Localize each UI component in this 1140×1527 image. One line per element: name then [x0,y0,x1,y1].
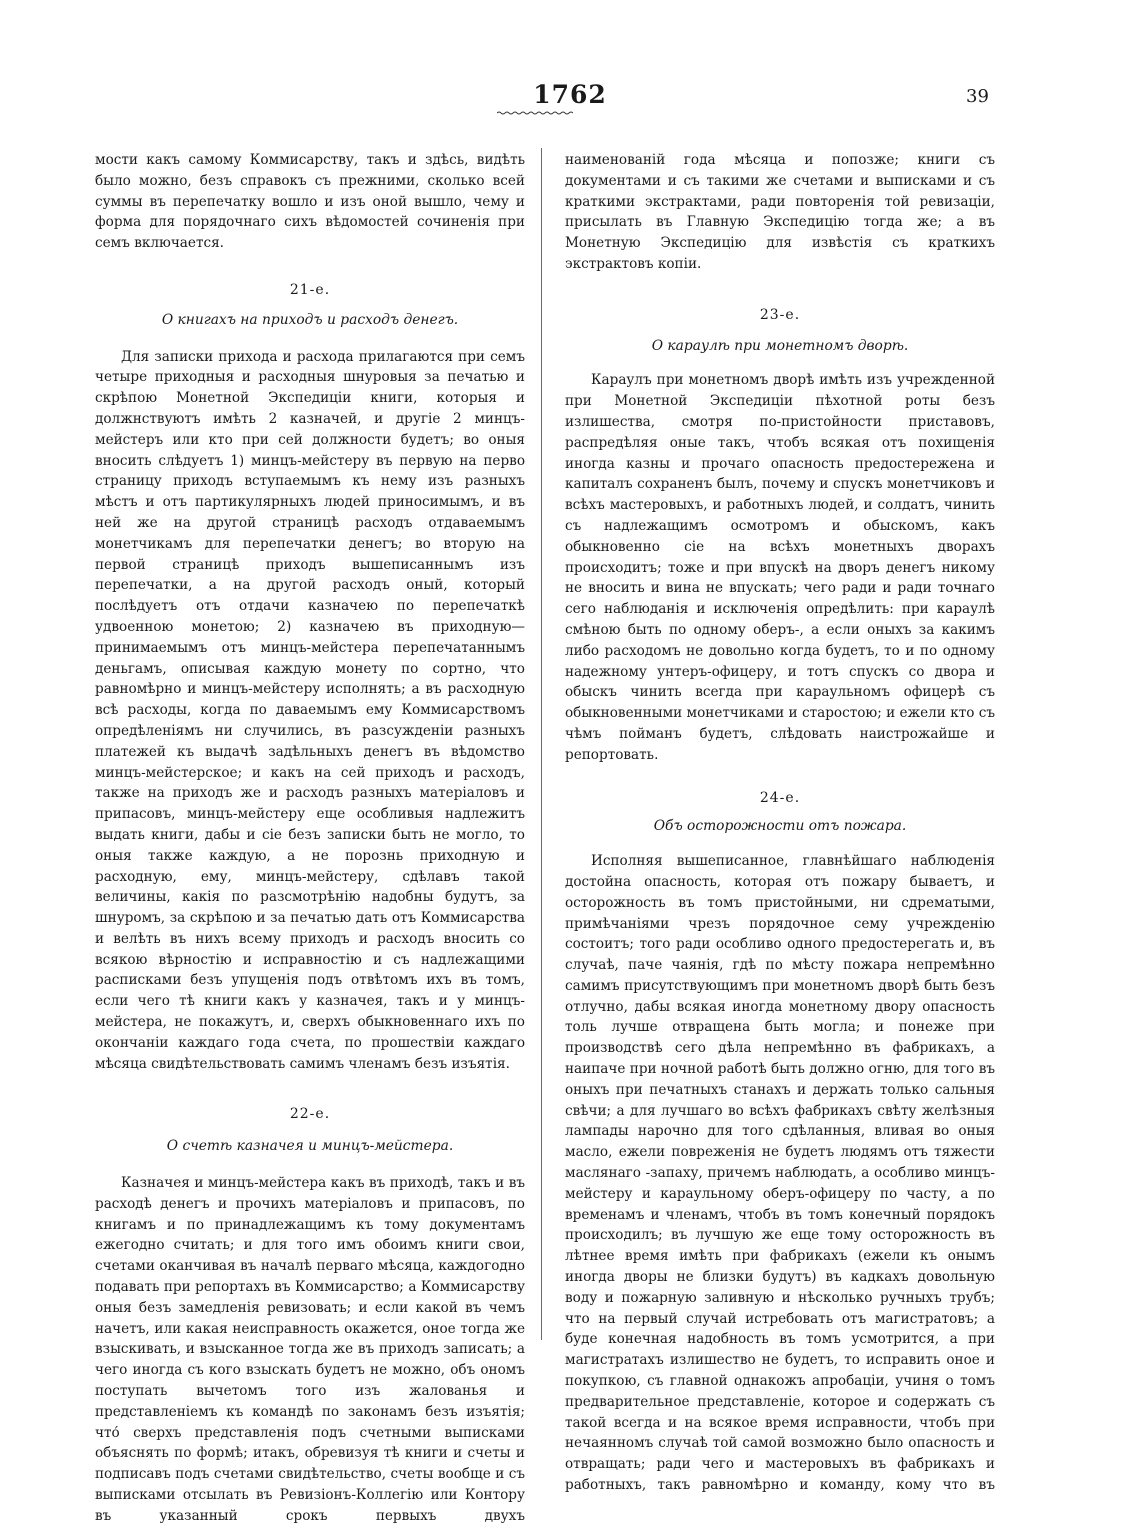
page-number: 39 [966,86,989,107]
section-22-number: 22-е. [289,1106,331,1123]
section-21-text: Для записки прихода и расхода прилагаются при семъ четыре приходныя и расходныя шнуровыя за печатью и скрѣпою Монетной Экспедиціи книги, которыя и должнствуютъ имѣть 2 казначей, и другіе 2 минцъ-мейстеръ или кто при сей должности будетъ; во оныя вносить слѣдуетъ 1) минцъ-мейстеру въ первую на перво страницу приходъ вступаемымъ къ нему изъ разныхъ мѣстъ и отъ партикулярныхъ людей приносимымъ, и въ ней же на другой страницѣ расходъ отдаваемымъ монетчикамъ для перепечатки денегъ; во вторую на первой страницѣ приходъ вышеписаннымъ изъ перепечатки, а на другой расходъ оный, который послѣдуетъ отъ отдачи казначею по перепечаткѣ удвоенною монетою; 2) казначею въ приходную—принимаемымъ отъ минцъ-мейстера перепечатаннымъ деньгамъ, описывая каждую монету по сортно, что равномѣрно и минцъ-мейстеру исполнять; а въ расходную всѣ расходы, когда по даваемымъ ему Коммисарствомъ опредѣленіямъ ни случились, въ разсужденіи разныхъ платежей къ выдачѣ задѣльныхъ денегъ въ вѣдомство минцъ-мейстерское; и какъ на сей приходъ и расходъ, также на приходъ же и расходъ разныхъ матеріаловъ и припасовъ, минцъ-мейстеру еще особливыя надлежитъ выдать книги, дабы и сіе безъ записки быть не могло, то оныя также каждую, а не порознь приходную и расходную, ему, минцъ-мейстеру, сдѣлавъ такой величины, какія по разсмотрѣнію надобны будутъ, за шнуромъ, за скрѣпою и за печатью дать отъ Коммисарства и велѣть въ нихъ всему приходъ и расходъ вносить со всякою вѣрностію и исправностію и съ надлежащими расписками безъ упущенія подъ отвѣтомъ ихъ въ томъ, если чего тѣ книги какъ у казначея, такъ и у минцъ-мейстера, не покажутъ, и, сверхъ обыкновеннаго ихъ по окончаніи каждаго года счета, по прошествіи каждаго мѣсяца свидѣтельствовать самимъ членамъ безъ изъятія. [95,348,525,1072]
section-23-number: 23-е. [759,306,801,323]
left-column [95,150,525,1527]
column-divider [541,148,542,1340]
section-23-title: О караулѣ при монетномъ дворѣ. [651,337,909,354]
section-24-number: 24-е. [759,789,801,806]
section-23-text: Караулъ при монетномъ дворѣ имѣть изъ учрежденной при Монетной Экспедиціи пѣхотной роты безъ излишества, смотря по-пристойности приставовъ, распредѣляя оные такъ, чтобъ всякая отъ похищенія иногда казны и прочаго опасность предостережена и капиталъ сохраненъ былъ, почему и спускъ монетчиковъ и всѣхъ мастеровыхъ, и работныхъ людей, и солдатъ, чинить съ надлежащимъ осмотромъ и обыскомъ, какъ обыкновенно сіе на всѣхъ монетныхъ дворахъ происходитъ; тоже и при впускѣ на дворъ денегъ никому не вносить и вина не впускать; чего ради и ради точнаго сего наблюданія и исключенія опредѣлить: при караулѣ смѣною быть по одному оберъ-, а если оныхъ за какимъ либо расходомъ не довольно когда будетъ, то и по одному надежному унтеръ-офицеру, и тотъ спускъ со двора и обыскъ чинить всегда при караульномъ офицерѣ съ обыкновенными монетчиками и старостою; и ежели кто съ чѣмъ пойманъ будетъ, слѣдовать наистрожайше и репортовать. [565,372,995,763]
decorative-wavy-rule [497,111,573,115]
page-year-heading: 1762 [533,80,607,109]
section-21-title: О книгахъ на приходъ и расходъ денегъ. [161,311,459,328]
right-intro-paragraph: наименованій года мѣсяца и попозже; книги съ документами и съ такими же счетами и выписками и съ краткими экстрактами, ради повторенія той ревизаціи, присылать въ Главную Экспедицію тогда же; а въ Монетную Экспедицію для извѣстія съ краткихъ экстрактовъ копіи. [565,152,995,272]
left-intro-paragraph: мости какъ самому Коммисарству, такъ и здѣсь, видѣть было можно, безъ справокъ съ прежними, сколько всей суммы въ перепечатку вошло и изъ оной вышло, чему и форма для порядочнаго сихъ вѣдомостей сочиненія при семъ включается. [95,152,525,252]
section-24-text: Исполняя вышеписанное, главнѣйшаго наблюденія достойна опасность, которая отъ пожару бываетъ, и осторожность въ томъ пристойными, ни сдрематыми, примѣчаніями чрезъ порядочное сему учрежденію состоитъ; того ради особливо одного предостерегать и, въ случаѣ, паче чаянія, гдѣ по мѣсту пожара непремѣнно самимъ присутствующимъ при монетномъ дворѣ быть безъ отлучно, дабы всякая иногда монетному двору опасность толь лучше отвращена быть могла; и понеже при производствѣ сего дѣла непремѣнно въ фабрикахъ, а наипаче при ночной работѣ быть должно огню, для того въ оныхъ при печатныхъ станахъ и держать только сальныя свѣчи; а для лучшаго во всѣхъ фабрикахъ свѣту желѣзныя лампады нарочно для того сдѣланныя, вливая во оныя масло, ежели повреженія не будетъ людямъ отъ тяжести маслянаго -запаху, причемъ наблюдать, а особливо минцъ-мейстеру и караульному оберъ-офицеру по часту, а по временамъ и членамъ, чтобъ въ томъ конечный порядокъ происходилъ; въ лучшую же еще тому осторожность въ лѣтнее время имѣть при фабрикахъ (ежели къ онымъ иногда дворы не близки будутъ) въ кадкахъ довольную воду и пожарную заливную и нѣсколько ручныхъ трубъ; что на первый случай истребовать отъ магистратовъ; а буде конечная надобность въ томъ усмотрится, а при магистратахъ излишество не будетъ, то исправить оное и покупкою, съ главной однакожъ апробаціи, учиня о томъ предварительное представленіе, которое и содержать съ такой всегда и на всякое время исправности, чтобъ при нечаянномъ случаѣ той самой возможно было опасность и отвращать; ради чего и мастеровыхъ въ фабрикахъ и работныхъ, такъ равномѣрно и команду, кому что въ [565,853,995,1494]
section-24-title: Объ осторожности отъ пожара. [653,818,907,835]
section-22-title: О счетѣ казначея и минцъ-мейстера. [166,1138,454,1155]
section-22-text: Казначея и минцъ-мейстера какъ въ приходѣ, такъ и въ расходѣ денегъ и прочихъ матеріаловъ и припасовъ, по книгамъ и по принадлежащимъ къ тому документамъ ежегодно считать; и для того имъ обоимъ книги свои, счетами оканчивая въ началѣ перваго мѣсяца, каждогодно подавать при репортахъ въ Коммисарство; а Коммисарству оныя безъ замедленія ревизовать; и если какой въ чемъ начетъ, или какая неисправность окажется, оное тогда же взыскивать, и взысканное тогда же въ приходъ записать; а чего иногда съ кого взыскать будетъ не можно, объ ономъ поступать вычетомъ того изъ жалованья и представленіемъ къ командѣ по законамъ безъ изъятія; что́ сверхъ представленія подъ счетными выписками объяснять по формѣ; итакъ, обревизуя тѣ книги и счеты и подписавъ подъ счетами свидѣтельство, счеты вообще и съ выписками отсылать въ Ревизіонъ-Коллегію или Контору въ указанный срокъ первыхъ двухъ [95,1175,525,1524]
section-21-number: 21-е. [289,281,331,298]
right-column [565,150,995,1496]
